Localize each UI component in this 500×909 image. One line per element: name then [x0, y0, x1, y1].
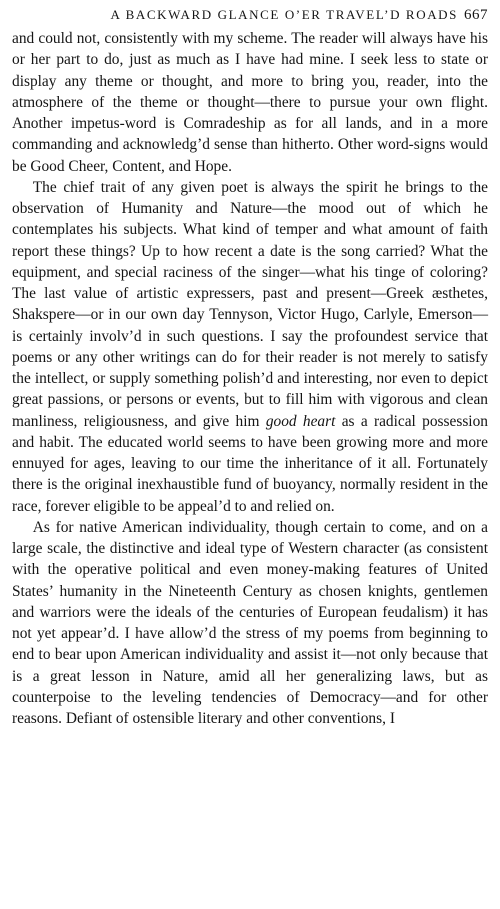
paragraph-text: as a radical possession and habit. The educated world seems to have been growing more and more ennuyed for ages, leaving to our time the inheritance of it all. Fortunately there is the original inexhaustible fund of buoyancy, normally resident in the race, forever eligible to be appeal’d to and relied on.: [12, 412, 488, 515]
paragraph-text: The chief trait of any given poet is always the spirit he brings to the observation of Humanity and Nature—the mood out of which he contemplates his subjects. What kind of temper and what amount of faith report these things? Up to how recent a date is the song carried? What the equipment, and special raciness of the singer—what his tinge of coloring? The last value of artistic expressers, past and present—Greek æsthetes, Shakspere—or in our own day Tennyson, Victor Hugo, Carlyle, Emerson—is certainly involv’d in such questions. I say the profoundest service that poems or any other writings can do for their reader is not merely to satisfy the intellect, or supply something polish’d and interesting, nor even to depict great passions, or persons or events, but to fill him with vigorous and clean manliness, religiousness, and give him: [12, 178, 488, 430]
paragraph-american-individuality: As for native American individuality, though certain to come, and on a large scale, the distinctive and ideal type of Western character (as consistent with the operative political and even money-making features of United States’ humanity in the Nineteenth Century as chosen knights, gentlemen and warriors were the ideals of the centuries of European feudalism) it has not yet appear’d. I have allow’d the stress of my poems from beginning to end to bear upon American individuality and assist it—not only because that is a great lesson in Nature, amid all her generalizing laws, but as counterpoise to the leveling tendencies of Democracy—and for other reasons. Defiant of ostensible literary and other conventions, I: [12, 518, 488, 727]
running-head: [12, 2, 488, 28]
paragraph-chief-trait: [12, 177, 488, 517]
body-text: [12, 28, 488, 729]
emphasis-good-heart: good heart: [265, 412, 336, 430]
page-number: 667: [464, 7, 488, 23]
paragraph-continued: and could not, consistently with my scheme. The reader will always have his or her part to do, just as much as I have had mine. I seek less to state or display any theme or thought, and more to bring you, reader, into the atmosphere of the theme or thought—there to pursue your own flight. Another impetus-word is Comradeship as for all lands, and in a more commanding and acknowledg’d sense than hitherto. Other word-signs would be Good Cheer, Content, and Hope.: [12, 30, 488, 175]
running-head-title: A BACKWARD GLANCE O’ER TRAVEL’D ROADS: [110, 7, 458, 22]
